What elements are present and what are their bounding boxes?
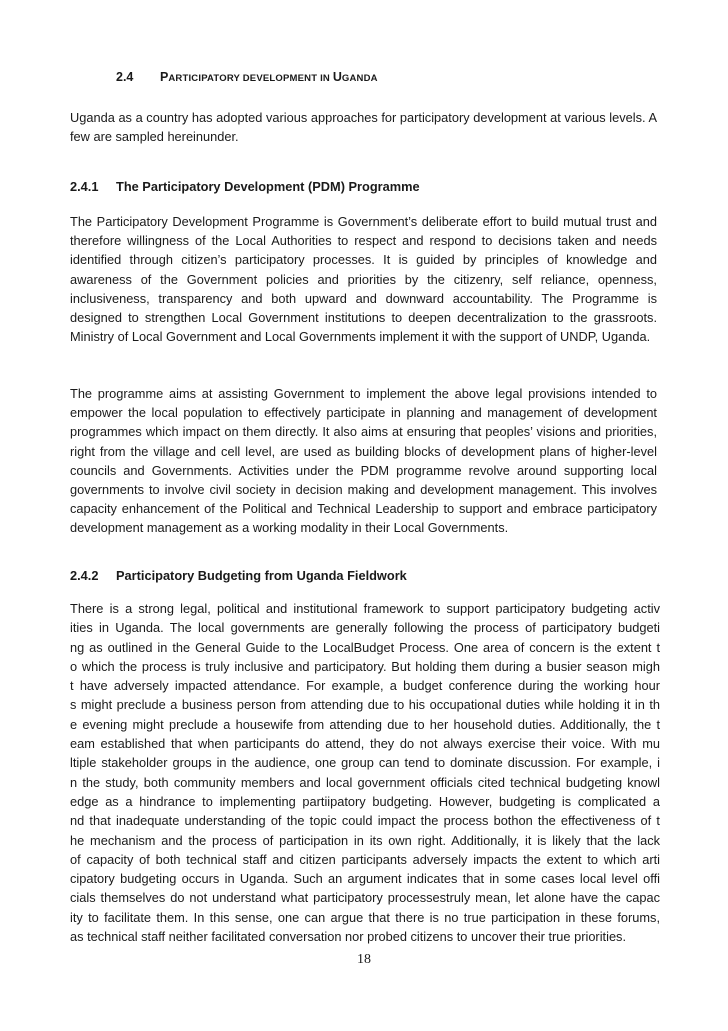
text-line: of capacity of both technical staff and citizen participants adversely impacts the extent to which arti bbox=[70, 851, 660, 867]
text-line: ltiple stakeholder groups in the audience, one group can tend to dominate discussion. For example, i bbox=[70, 755, 660, 771]
subsection-title: The Participatory Development (PDM) Programme bbox=[116, 179, 420, 194]
pdm-paragraph-2: The programme aims at assisting Government to implement the above legal provisions intended to empower the local population to effectively participate in planning and management of development programmes which impact on them directly. It also aims at ensuring that peoples’ visions and priorities, right from the village and cell level, are used as building blocks of development plans of higher-level councils and Governments. Activities under the PDM programme revolve around supporting local governments to involve civil society in decision making and development management. This involves capacity enhancement of the Political and Technical Leadership to support and embrace participatory development management as a working modality in their Local Governments. bbox=[70, 386, 657, 536]
subsection-heading-pdm bbox=[70, 179, 420, 194]
text-line: cials themselves do not understand what participatory processestruly mean, let alone have the capac bbox=[70, 890, 660, 906]
text-line: n the study, both community members and local government officials cited technical budgeting knowl bbox=[70, 774, 660, 790]
text-line: he mechanism and the process of participation in its own right. Additionally, it is likely that the lack bbox=[70, 832, 660, 848]
page-number: 18 bbox=[357, 952, 371, 967]
text-line: e evening might preclude a housewife from attending due to her household duties. Additionally, the t bbox=[70, 716, 660, 732]
budgeting-paragraph bbox=[70, 599, 660, 946]
section-title-initial: P bbox=[160, 70, 169, 84]
text-line: edge as a hindrance to implementing partiipatory budgeting. However, budgeting is complicated a bbox=[70, 793, 660, 809]
text-line: s might preclude a business person from attending due to his occupational duties while holding it in th bbox=[70, 697, 660, 713]
section-heading bbox=[116, 70, 378, 84]
text-line: eam established that when participants do attend, they do not always exercise their voice. With mu bbox=[70, 736, 660, 752]
text-line: ity to facilitate them. In this sense, one can argue that there is no true participation in these forums, bbox=[70, 909, 660, 925]
text-line: ities in Uganda. The local governments are generally following the process of participatory budgeti bbox=[70, 620, 660, 636]
text-line: cipatory budgeting occurs in Uganda. Such an argument indicates that in some cases local level offi bbox=[70, 871, 660, 887]
section-number: 2.4 bbox=[116, 70, 134, 84]
text-line: as technical staff neither facilitated conversation nor probed citizens to uncover their true priorities. bbox=[70, 929, 627, 945]
section-title-u: U bbox=[332, 70, 342, 84]
text-line: ng as outlined in the General Guide to the LocalBudget Process. One area of concern is the extent t bbox=[70, 639, 660, 655]
section-title-part: ARTICIPATORY DEVELOPMENT IN bbox=[168, 73, 333, 84]
pdm-paragraph-1: The Participatory Development Programme is Government’s deliberate effort to build mutual trust and therefore willingness of the Local Authorities to respect and respond to decisions taken and needs identified through citizen’s participatory processes. It is guided by principles of knowledge and awareness of the Government policies and priorities by the citizenry, self reliance, openness, inclusiveness, transparency and both upward and downward accountability. The Programme is designed to strengthen Local Government institutions to deepen decentralization to the grassroots. Ministry of Local Government and Local Governments implement it with the support of UNDP, Uganda. bbox=[70, 214, 657, 345]
text-line: nd that inadequate understanding of the topic could impact the process bothon the effectiveness of t bbox=[70, 813, 660, 829]
subsection-title: Participatory Budgeting from Uganda Fieldwork bbox=[116, 568, 407, 583]
text-line: o which the process is truly inclusive and participatory. But holding them during a busier season migh bbox=[70, 658, 660, 674]
subsection-number: 2.4.1 bbox=[70, 179, 99, 194]
subsection-heading-budgeting bbox=[70, 568, 407, 583]
subsection-number: 2.4.2 bbox=[70, 568, 99, 583]
section-title-end: GANDA bbox=[341, 73, 378, 84]
text-line: t have adversely impacted attendance. For example, a budget conference during the working hour bbox=[70, 678, 660, 694]
intro-paragraph: Uganda as a country has adopted various approaches for participatory development at various levels. A few are sampled hereinunder. bbox=[70, 110, 657, 145]
text-line: There is a strong legal, political and institutional framework to support participatory budgeting activ bbox=[70, 601, 660, 616]
